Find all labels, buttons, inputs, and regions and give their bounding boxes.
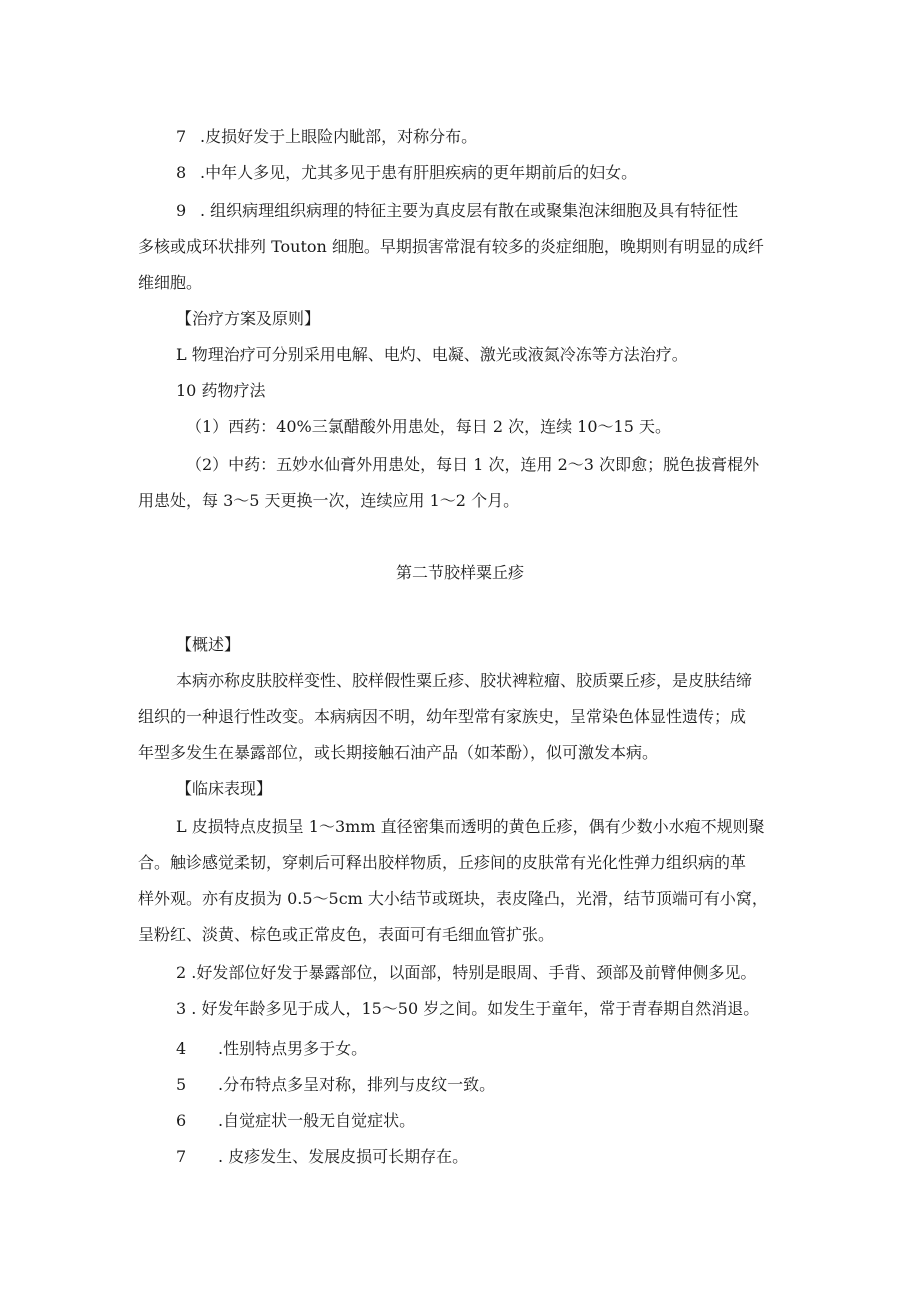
paragraph-line: 样外观。亦有皮损为 0.5～5cm 大小结节或斑块，表皮隆凸，光滑，结节顶端可有小窝，	[138, 889, 768, 908]
paragraph-line: 合。触诊感觉柔韧，穿刺后可释出胶样物质，丘疹间的皮肤常有光化性弹力组织病的革	[138, 853, 747, 872]
list-item-9	[176, 200, 738, 222]
item-text: . 组织病理组织病理的特征主要为真皮层有散在或聚集泡沫细胞及具有特征性	[200, 201, 739, 220]
clinical-item-3: 3 . 好发年龄多见于成人，15～50 岁之间。如发生于童年，常于青春期自然消退。	[176, 999, 760, 1018]
item-number: 7	[176, 1147, 187, 1166]
section-heading-treatment: 【治疗方案及原则】	[176, 309, 321, 328]
item-number: 6	[176, 1111, 187, 1130]
item-number: 8	[176, 163, 187, 182]
clinical-item-5	[176, 1074, 495, 1096]
list-item-7	[176, 126, 477, 148]
paragraph-line: 用患处，每 3～5 天更换一次，连续应用 1～2 个月。	[138, 491, 520, 510]
paragraph-line: 多核或成环状排列 Touton 细胞。早期损害常混有较多的炎症细胞，晚期则有明显的成纤	[138, 237, 764, 256]
item-text: . 皮疹发生、发展皮损可长期存在。	[218, 1147, 469, 1166]
clinical-item-4	[176, 1038, 367, 1060]
item-text: .皮损好发于上眼险内眦部，对称分布。	[200, 127, 478, 146]
clinical-item-6	[176, 1110, 415, 1132]
treatment-chinese: （2）中药：五妙水仙膏外用患处，每日 1 次，连用 2～3 次即愈；脱色拔膏棍外	[186, 455, 760, 474]
paragraph-line: 呈粉红、淡黄、棕色或正常皮色，表面可有毛细血管扩张。	[138, 925, 555, 944]
item-text: .中年人多见，尤其多见于患有肝胆疾病的更年期前后的妇女。	[200, 163, 638, 182]
item-text: .分布特点多呈对称，排列与皮纹一致。	[218, 1075, 496, 1094]
item-text: .性别特点男多于女。	[218, 1039, 368, 1058]
item-number: 7	[176, 127, 187, 146]
item-number: 4	[176, 1039, 187, 1058]
item-number: 9	[176, 201, 187, 220]
paragraph-line: 本病亦称皮肤胶样变性、胶样假性粟丘疹、胶状裨粒瘤、胶质粟丘疹，是皮肤结缔	[176, 671, 753, 690]
clinical-item-7	[176, 1146, 468, 1168]
treatment-item-1: L 物理治疗可分别采用电解、电灼、电凝、激光或液氮冷冻等方法治疗。	[176, 345, 688, 364]
paragraph-line: 年型多发生在暴露部位，或长期接触石油产品（如苯酚），似可激发本病。	[138, 743, 659, 762]
paragraph-line: 维细胞。	[138, 273, 203, 292]
list-item-8	[176, 162, 637, 184]
item-text: .自觉症状一般无自觉症状。	[218, 1111, 416, 1130]
section-heading-overview: 【概述】	[176, 635, 241, 654]
section-title: 第二节胶样粟丘疹	[395, 563, 524, 582]
treatment-western: （1）西药：40%三氯醋酸外用患处，每日 2 次，连续 10～15 天。	[186, 417, 671, 436]
paragraph-line: L 皮损特点皮损呈 1～3mm 直径密集而透明的黄色丘疹，偶有少数小水疱不规则聚	[176, 817, 765, 836]
item-number: 5	[176, 1075, 187, 1094]
clinical-item-2: 2 .好发部位好发于暴露部位，以面部，特别是眼周、手背、颈部及前臂伸侧多见。	[176, 963, 757, 982]
treatment-item-10: 10 药物疗法	[176, 381, 266, 400]
section-heading-clinical: 【临床表现】	[176, 779, 273, 798]
paragraph-line: 组织的一种退行性改变。本病病因不明，幼年型常有家族史，呈常染色体显性遗传；成	[138, 707, 747, 726]
